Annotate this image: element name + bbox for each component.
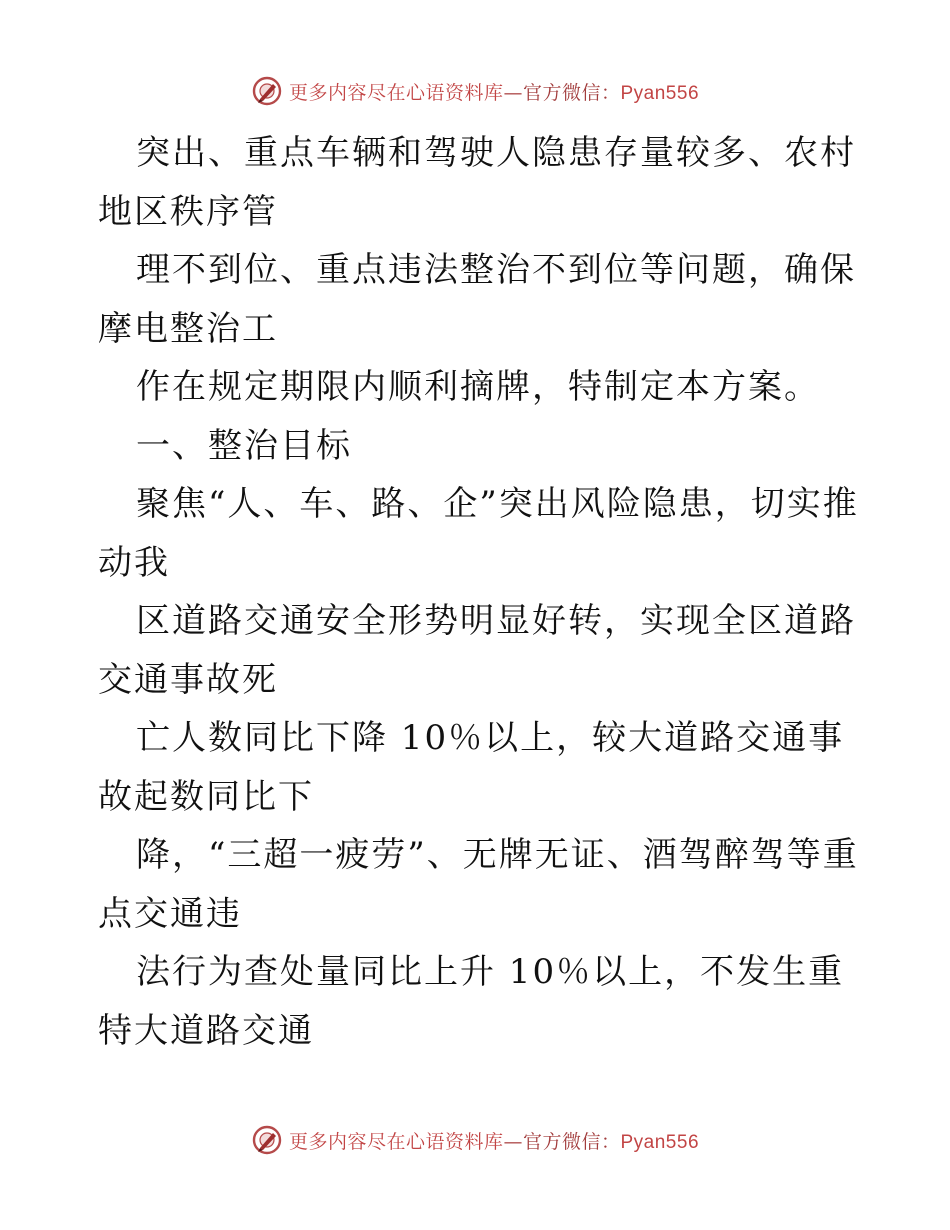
footer-watermark xyxy=(0,1120,950,1160)
watermark-site: 更多内容尽在心语资料库 xyxy=(288,81,504,104)
watermark-text xyxy=(289,1127,699,1154)
paragraph: 聚焦“人、车、路、企”突出风险隐患，切实推动我 xyxy=(98,484,859,583)
watermark-wechat-label: 官方微信： xyxy=(522,81,621,104)
paragraph: 区道路交通安全形势明显好转，实现全区道路交通事故死 xyxy=(98,601,856,700)
paragraph: 理不到位、重点违法整治不到位等问题，确保摩电整治工 xyxy=(98,250,856,349)
paragraph: 亡人数同比下降 10％以上，较大道路交通事故起数同比下 xyxy=(98,718,845,817)
pen-logo-icon xyxy=(251,1124,283,1156)
watermark-wechat-label: 官方微信： xyxy=(522,1130,621,1153)
watermark-dash: — xyxy=(503,81,523,104)
pen-logo-icon xyxy=(251,75,283,107)
paragraph: 突出、重点车辆和驾驶人隐患存量较多、农村地区秩序管 xyxy=(98,133,856,232)
section-heading: 一、整治目标 xyxy=(136,425,352,466)
paragraph: 作在规定期限内顺利摘牌，特制定本方案。 xyxy=(136,367,820,407)
header-watermark xyxy=(0,71,950,111)
paragraph: 法行为查处量同比上升 10％以上，不发生重特大道路交通 xyxy=(98,952,845,1051)
watermark-site: 更多内容尽在心语资料库 xyxy=(288,1130,504,1153)
watermark-text xyxy=(289,78,699,105)
document-body xyxy=(98,124,868,1060)
watermark-wechat-id: Pyan556 xyxy=(620,1131,700,1153)
watermark-dash: — xyxy=(503,1130,523,1153)
paragraph: 降，“三超一疲劳”、无牌无证、酒驾醉驾等重点交通违 xyxy=(98,835,859,934)
watermark-wechat-id: Pyan556 xyxy=(620,82,700,104)
